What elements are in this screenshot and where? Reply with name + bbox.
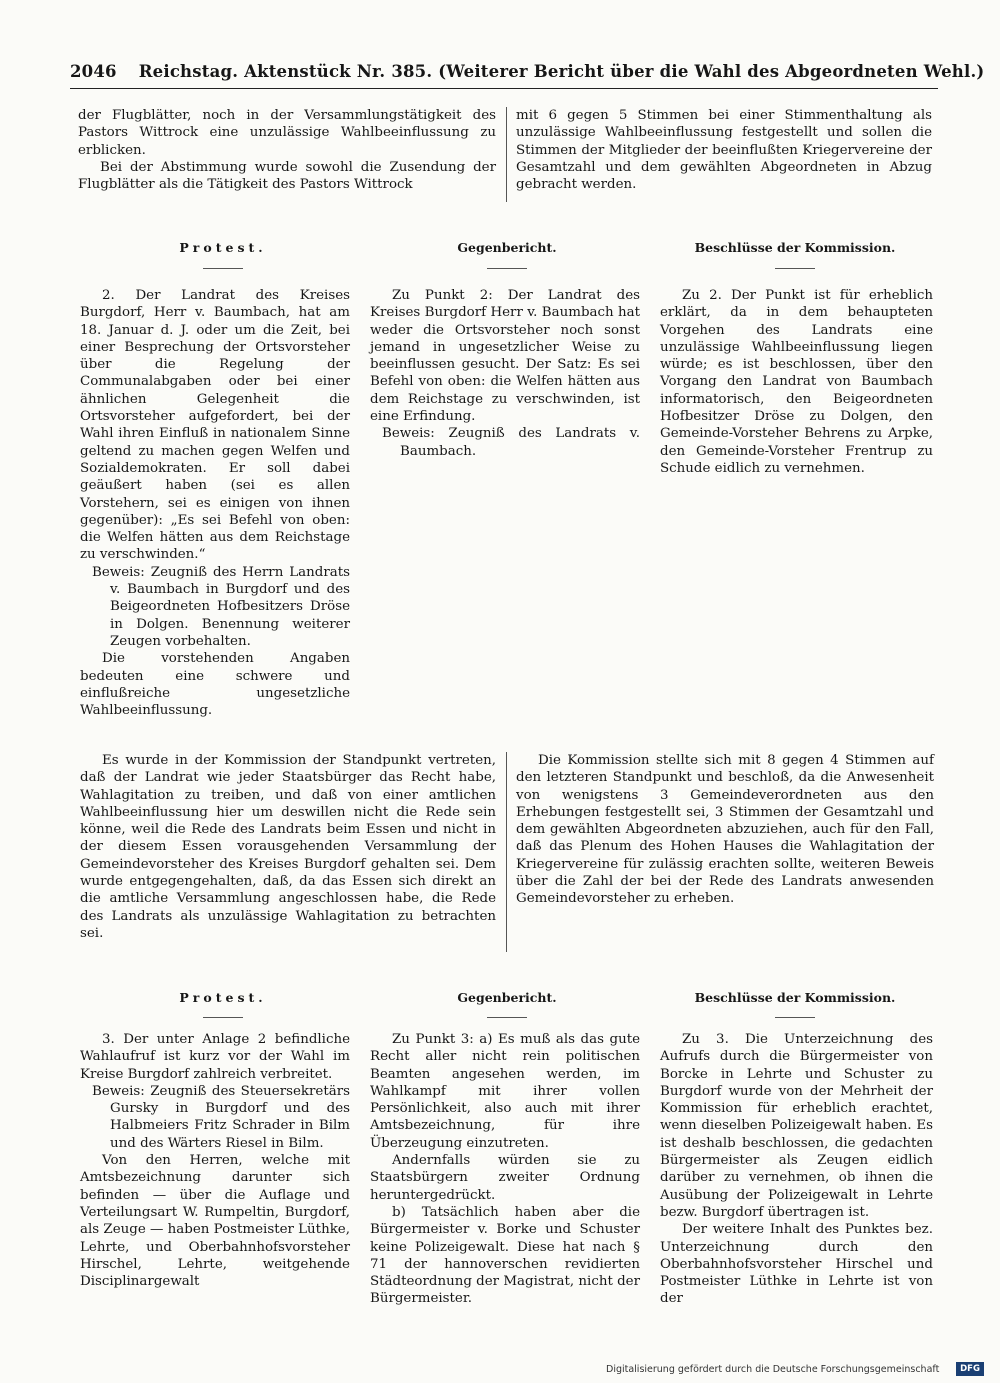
protest-point: 3. Der unter Anlage 2 befindliche Wahlaufruf ist kurz vor der Wahl im Kreise Burgdorf zahlreich verbreitet. bbox=[80, 1032, 350, 1082]
gegenbericht-a2: Andernfalls würden sie zu Staatsbürgern zweiter Ordnung heruntergedrückt. bbox=[370, 1153, 640, 1203]
heading-rule bbox=[487, 1017, 527, 1018]
paragraph: der Flugblätter, noch in der Versammlungstätigkeit des Pastors Wittrock eine unzulässige Wahlbeeinflussung zu erblicken. bbox=[78, 108, 496, 158]
beschluss-text: Zu 2. Der Punkt ist für erheblich erklärt, da in dem behaupteten Vorgehen des Landrats eine unzulässige Wahlbeeinflussung liegen würde; es ist beschlossen, über den Vorgang den Landrat von Baumbach informatorisch, den Beigeordneten Hofbesitzer Dröse zu Dolgen, den Gemeinde-Vorsteher Behrens zu Arpke, den Gemeinde-Vorsteher Frentrup zu Schude eidlich zu vernehmen. bbox=[660, 288, 933, 476]
heading-protest: Protest. bbox=[179, 990, 267, 1005]
heading-rule bbox=[487, 268, 527, 269]
gegenbericht-b: b) Tatsächlich haben aber die Bürgermeister v. Borke und Schuster keine Polizeigewalt. Diese hat nach § 71 der hannoverschen revidierten Städteordnung der Magistrat, nicht der Bürgermeister. bbox=[370, 1204, 640, 1307]
gegenbericht-column bbox=[370, 287, 640, 460]
protest-column bbox=[80, 1031, 350, 1290]
beschluesse-column bbox=[660, 287, 933, 477]
heading-rule bbox=[775, 268, 815, 269]
paragraph: mit 6 gegen 5 Stimmen bei einer Stimmenthaltung als unzulässige Wahlbeeinflussung festgestellt und sollen die Stimmen der Mitglieder der beeinflußten Kriegervereine der Gesamtzahl und dem gewählten Abgeordneten in Abzug gebracht werden. bbox=[516, 108, 932, 193]
heading-beschluesse: Beschlüsse der Kommission. bbox=[694, 990, 896, 1005]
top-right-column bbox=[516, 107, 932, 193]
paragraph: Die Kommission stellte sich mit 8 gegen 4 Stimmen auf den letzteren Standpunkt und beschloß, da die Anwesenheit von wenigstens 3 Gemeindeverordneten aus den Erhebungen festgestellt sei, 3 Stimmen der Gesamtzahl und dem gewählten Abgeordneten abzuziehen, auch für den Fall, daß das Plenum des Hohen Hauses die Wahlagitation der Kriegervereine für zulässig erachten sollte, weiteren Beweis über die Zahl der bei der Rede des Landrats anwesenden Gemeindevorsteher zu erheben. bbox=[516, 753, 934, 907]
footer-credit: Digitalisierung gefördert durch die Deutsche Forschungsgemeinschaft bbox=[606, 1364, 940, 1375]
protest-column bbox=[80, 287, 350, 719]
gegenbericht-text: Zu Punkt 2: Der Landrat des Kreises Burgdorf Herr v. Baumbach hat weder die Ortsvorsteher noch sonst jemand in ungesetzlicher Weise zu beeinflussen gesucht. Der Satz: Es sei Befehl von oben: die Welfen hätten aus dem Reichstage zu verschwinden, ist eine Erfindung. bbox=[370, 288, 640, 425]
heading-rule bbox=[203, 1017, 243, 1018]
page-number: 2046 bbox=[70, 62, 117, 81]
protest-point: 2. Der Landrat des Kreises Burgdorf, Herr v. Baumbach, hat am 18. Januar d. J. oder um die Zeit, bei einer Besprechung der Ortsvorsteher über die Regelung der Communalabgaben oder bei einer ähnlichen Gelegenheit die Ortsvorsteher aufgefordert, bei der Wahl ihren Einfluß in nationalem Sinne geltend zu machen gegen Welfen und Sozialdemokraten. Er soll dabei geäußert haben (sei es allen Vorstehern, sei es einigen von ihnen gegenüber): „Es sei Befehl von oben: die Welfen hätten aus dem Reichstage zu verschwinden.“ bbox=[80, 288, 350, 563]
heading-gegenbericht: Gegenbericht. bbox=[457, 240, 557, 255]
middle-left-column bbox=[80, 752, 496, 942]
paragraph: Es wurde in der Kommission der Standpunkt vertreten, daß der Landrat wie jeder Staatsbürger das Recht habe, Wahlagitation zu treiben, und daß von einer amtlichen Wahlbeeinflussung hier um deswillen nicht die Rede sein könne, weil die Rede des Landrats beim Essen und nicht in der diesem Essen vorausgehenden Versammlung der Gemeindevorsteher des Kreises Burgdorf gehalten sei. Dem wurde entgegengehalten, daß, da das Essen sich direkt an die amtliche Versammlung angeschlossen habe, die Rede des Landrats als unzulässige Wahlagitation zu betrachten sei. bbox=[80, 753, 496, 941]
header-rule bbox=[70, 88, 938, 89]
heading-protest: Protest. bbox=[179, 240, 267, 255]
paragraph: Bei der Abstimmung wurde sowohl die Zusendung der Flugblätter als die Tätigkeit des Pastors Wittrock bbox=[78, 159, 496, 193]
beschluss-text: Zu 3. Die Unterzeichnung des Aufrufs durch die Bürgermeister von Borcke in Lehrte und Schuster zu Burgdorf wurde von der Mehrheit der Kommission für erheblich erachtet, wenn dieselben Polizeigewalt haben. Es ist deshalb beschlossen, die gedachten Bürgermeister als Zeugen eidlich darüber zu vernehmen, ob ihnen die Ausübung der Polizeigewalt in Lehrte bezw. Burgdorf übertragen ist. bbox=[660, 1032, 933, 1220]
heading-gegenbericht: Gegenbericht. bbox=[457, 990, 557, 1005]
beweis: Beweis: Zeugniß des Landrats v. Baumbach. bbox=[382, 426, 640, 459]
paragraph: Von den Herren, welche mit Amtsbezeichnung darunter sich befinden — über die Auflage und Verteilungsart W. Rumpeltin, Burgdorf, als Zeuge — haben Postmeister Lüthke, Lehrte, und Oberbahnhofsvorsteher Hirschel, Lehrte, weitgehende Disciplinargewalt bbox=[80, 1153, 350, 1290]
page-header bbox=[70, 62, 985, 81]
page-title: Reichstag. Aktenstück Nr. 385. (Weiterer Bericht über die Wahl des Abgeordneten Wehl.) bbox=[138, 62, 985, 81]
gegenbericht-column bbox=[370, 1031, 640, 1308]
beweis: Beweis: Zeugniß des Herrn Landrats v. Baumbach in Burgdorf und des Beigeordneten Hofbesitzers Dröse in Dolgen. Benennung weiterer Zeugen vorbehalten. bbox=[92, 564, 350, 649]
column-divider bbox=[506, 752, 507, 952]
gegenbericht-a: Zu Punkt 3: a) Es muß als das gute Recht aller nicht rein politischen Beamten angesehen werden, im Wahlkampf mit ihrer vollen Persönlichkeit, also auch mit ihrer Amtsbezeichnung, für ihre Überzeugung einzutreten. bbox=[370, 1032, 640, 1151]
heading-rule bbox=[203, 268, 243, 269]
top-left-column bbox=[78, 107, 496, 193]
dfg-logo: DFG bbox=[956, 1362, 984, 1376]
beschluss-text: Der weitere Inhalt des Punktes bez. Unterzeichnung durch den Oberbahnhofsvorsteher Hirschel und Postmeister Lüthke in Lehrte ist von der bbox=[660, 1222, 933, 1307]
heading-rule bbox=[775, 1017, 815, 1018]
beweis: Beweis: Zeugniß des Steuersekretärs Gursky in Burgdorf und des Halbmeiers Fritz Schrader in Bilm und des Wärters Riesel in Bilm. bbox=[92, 1083, 350, 1151]
middle-right-column bbox=[516, 752, 934, 908]
paragraph: Die vorstehenden Angaben bedeuten eine schwere und einflußreiche ungesetzliche Wahlbeeinflussung. bbox=[80, 651, 350, 719]
column-divider bbox=[506, 107, 507, 202]
heading-beschluesse: Beschlüsse der Kommission. bbox=[694, 240, 896, 255]
beschluesse-column bbox=[660, 1031, 933, 1308]
